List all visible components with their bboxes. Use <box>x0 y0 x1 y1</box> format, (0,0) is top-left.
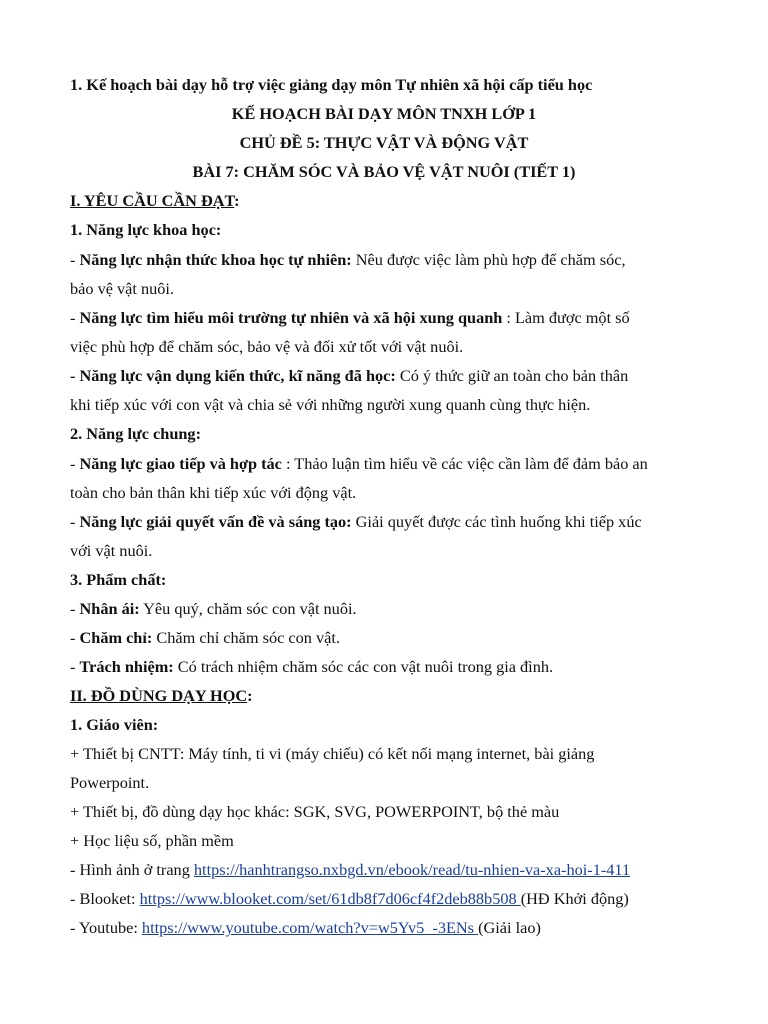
paragraph-line: - Blooket: https://www.blooket.com/set/61db8f7d06cf4f2deb88b508 (HĐ Khởi động) <box>70 889 629 908</box>
paragraph-line: - Năng lực nhận thức khoa học tự nhiên: Nêu được việc làm phù hợp để chăm sóc, <box>70 250 626 269</box>
paragraph-line: - Năng lực vận dụng kiến thức, kĩ năng đã học: Có ý thức giữ an toàn cho bản thân <box>70 366 629 385</box>
link-hanhtrangso[interactable]: https://hanhtrangso.nxbgd.vn/ebook/read/tu-nhien-va-xa-hoi-1-411 <box>193 860 631 879</box>
paragraph-line: - Hình ảnh ở trang https://hanhtrangso.nxbgd.vn/ebook/read/tu-nhien-va-xa-hoi-1-411 <box>70 860 631 879</box>
title-line-3: BÀI 7: CHĂM SÓC VÀ BẢO VỆ VẬT NUÔI (TIẾT 1) <box>192 162 576 181</box>
title-line-1: KẾ HOẠCH BÀI DẠY MÔN TNXH LỚP 1 <box>231 104 537 123</box>
paragraph-line: + Thiết bị CNTT: Máy tính, ti vi (máy chiếu) có kết nối mạng internet, bài giảng <box>70 744 595 763</box>
subsection-1-3: 3. Phẩm chất: <box>70 570 167 589</box>
subsection-1-1: 1. Năng lực khoa học: <box>70 220 222 239</box>
section-2-heading: II. ĐỒ DÙNG DẠY HỌC: <box>70 686 253 705</box>
paragraph-line: toàn cho bản thân khi tiếp xúc với động vật. <box>70 483 357 502</box>
title-line-2: CHỦ ĐỀ 5: THỰC VẬT VÀ ĐỘNG VẬT <box>239 133 529 152</box>
paragraph-line: - Chăm chỉ: Chăm chỉ chăm sóc con vật. <box>70 628 340 647</box>
paragraph-line: với vật nuôi. <box>70 541 153 560</box>
paragraph-line: + Học liệu số, phần mềm <box>70 831 234 850</box>
paragraph-line: bảo vệ vật nuôi. <box>70 279 174 298</box>
paragraph-line: khi tiếp xúc với con vật và chia sẻ với những người xung quanh cùng thực hiện. <box>70 395 591 414</box>
section-1-heading: I. YÊU CẦU CẦN ĐẠT: <box>70 191 240 210</box>
paragraph-line: - Trách nhiệm: Có trách nhiệm chăm sóc các con vật nuôi trong gia đình. <box>70 657 554 676</box>
doc-heading: 1. Kế hoạch bài dạy hỗ trợ việc giảng dạy môn Tự nhiên xã hội cấp tiểu học <box>70 75 593 94</box>
link-blooket[interactable]: https://www.blooket.com/set/61db8f7d06cf4f2deb88b508 <box>139 889 521 908</box>
paragraph-line: - Năng lực giao tiếp và hợp tác : Thảo luận tìm hiểu về các việc cần làm để đảm bảo an <box>70 454 648 473</box>
subsection-2-1: 1. Giáo viên: <box>70 715 159 734</box>
subsection-1-2: 2. Năng lực chung: <box>70 424 201 443</box>
paragraph-line: - Nhân ái: Yêu quý, chăm sóc con vật nuôi. <box>70 599 357 618</box>
link-youtube[interactable]: https://www.youtube.com/watch?v=w5Yv5_-3ENs <box>141 918 479 937</box>
paragraph-line: - Năng lực giải quyết vấn đề và sáng tạo: Giải quyết được các tình huống khi tiếp xúc <box>70 512 642 531</box>
paragraph-line: + Thiết bị, đồ dùng dạy học khác: SGK, SVG, POWERPOINT, bộ thẻ màu <box>70 802 560 821</box>
paragraph-line: việc phù hợp để chăm sóc, bảo vệ và đối xử tốt với vật nuôi. <box>70 337 464 356</box>
paragraph-line: Powerpoint. <box>70 773 150 792</box>
paragraph-line: - Năng lực tìm hiểu môi trường tự nhiên và xã hội xung quanh : Làm được một số <box>70 308 630 327</box>
paragraph-line: - Youtube: https://www.youtube.com/watch?v=w5Yv5_-3ENs (Giải lao) <box>70 918 541 937</box>
